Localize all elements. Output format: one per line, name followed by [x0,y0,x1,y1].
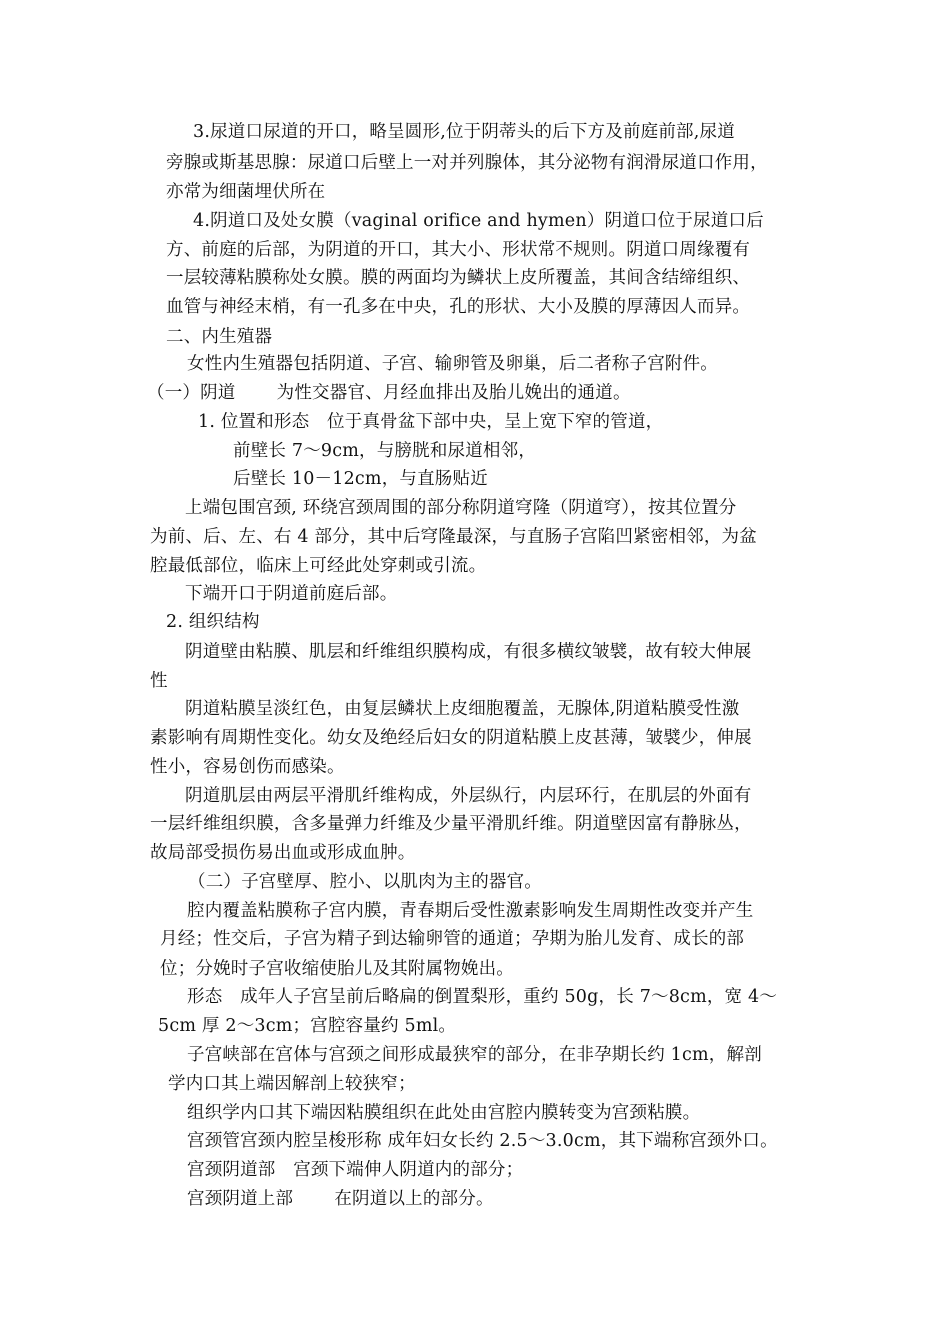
text-line: 1. 位置和形态 位于真骨盆下部中央，呈上宽下窄的管道， [198,412,664,432]
text-line: 月经；性交后，子宫为精子到达输卵管的通道；孕期为胎儿发育、成长的部 [160,929,745,949]
subsection-heading: 2. 组织结构 [166,612,260,632]
text-line: 上端包围宫颈, 环绕宫颈周围的部分称阴道穹隆（阴道穹），按其位置分 [185,498,737,518]
text-line: 宫颈管宫颈内腔呈梭形称 成年妇女长约 2.5～3.0cm，其下端称宫颈外口。 [187,1131,778,1151]
text-line: 阴道肌层由两层平滑肌纤维构成，外层纵行，内层环行，在肌层的外面有 [185,786,752,806]
text-line: 血管与神经末梢，有一孔多在中央，孔的形状、大小及膜的厚薄因人而异。 [166,297,751,317]
text-line: 阴道壁由粘膜、肌层和纤维组织膜构成，有很多横纹皱襞，故有较大伸展 [185,642,752,662]
text-line: 一层纤维组织膜，含多量弹力纤维及少量平滑肌纤维。阴道壁因富有静脉丛， [150,814,752,834]
text-line: 阴道粘膜呈淡红色，由复层鳞状上皮细胞覆盖，无腺体,阴道粘膜受性激 [185,699,740,719]
text-line: 下端开口于阴道前庭后部。 [185,584,398,604]
text-line: 方、前庭的后部，为阴道的开口，其大小、形状常不规则。阴道口周缘覆有 [166,240,751,260]
text-line: 形态 成年人子宫呈前后略扁的倒置梨形，重约 50g，长 7～8cm，宽 4～ [187,987,778,1007]
text-line: 故局部受损伤易出血或形成血肿。 [150,843,416,863]
section-heading: 二、内生殖器 [166,327,273,347]
text-line: 后壁长 10－12cm，与直肠贴近 [233,469,488,489]
text-line: 组织学内口其下端因粘膜组织在此处由宫腔内膜转变为宫颈粘膜。 [187,1103,701,1123]
text-line: 一层较薄粘膜称处女膜。膜的两面均为鳞状上皮所覆盖，其间含结缔组织、 [166,268,751,288]
text-line: 子宫峡部在宫体与宫颈之间形成最狭窄的部分，在非孕期长约 1cm，解剖 [187,1045,762,1065]
text-line: 女性内生殖器包括阴道、子宫、输卵管及卵巢，后二者称子宫附件。 [187,354,718,374]
text-line: 宫颈阴道上部 在阴道以上的部分。 [187,1189,494,1209]
text-line: 前壁长 7～9cm，与膀胱和尿道相邻， [233,441,537,461]
text-line: 旁腺或斯基思腺：尿道口后壁上一对并列腺体，其分泌物有润滑尿道口作用， [166,153,768,173]
text-line: 性 [150,671,168,691]
text-line: 亦常为细菌埋伏所在 [166,182,326,202]
text-line: 素影响有周期性变化。幼女及绝经后妇女的阴道粘膜上皮甚薄，皱襞少，伸展 [150,728,752,748]
text-line: 为前、后、左、右 4 部分，其中后穹隆最深，与直肠子宫陷凹紧密相邻，为盆 [150,527,757,547]
text-line: 4.阴道口及处女膜（vaginal orifice and hymen）阴道口位于尿道口后 [193,211,764,231]
text-line: 腔内覆盖粘膜称子宫内膜，青春期后受性激素影响发生周期性改变并产生 [187,901,754,921]
subsection-heading: （二）子宫壁厚、腔小、以肌肉为主的器官。 [188,872,542,892]
text-line: 3.尿道口尿道的开口，略呈圆形,位于阴蒂头的后下方及前庭前部,尿道 [193,122,735,142]
text-line: 学内口其上端因解剖上较狭窄； [168,1074,416,1094]
text-line: 5cm 厚 2～3cm；宫腔容量约 5ml。 [158,1016,457,1036]
subsection-heading: （一）阴道 为性交器官、月经血排出及胎儿娩出的通道。 [147,383,631,403]
text-line: 性小，容易创伤而感染。 [150,757,345,777]
text-line: 位；分娩时子宫收缩使胎儿及其附属物娩出。 [160,959,514,979]
text-line: 宫颈阴道部 宫颈下端伸人阴道内的部分； [187,1160,524,1180]
text-line: 腔最低部位，临床上可经此处穿刺或引流。 [150,556,487,576]
